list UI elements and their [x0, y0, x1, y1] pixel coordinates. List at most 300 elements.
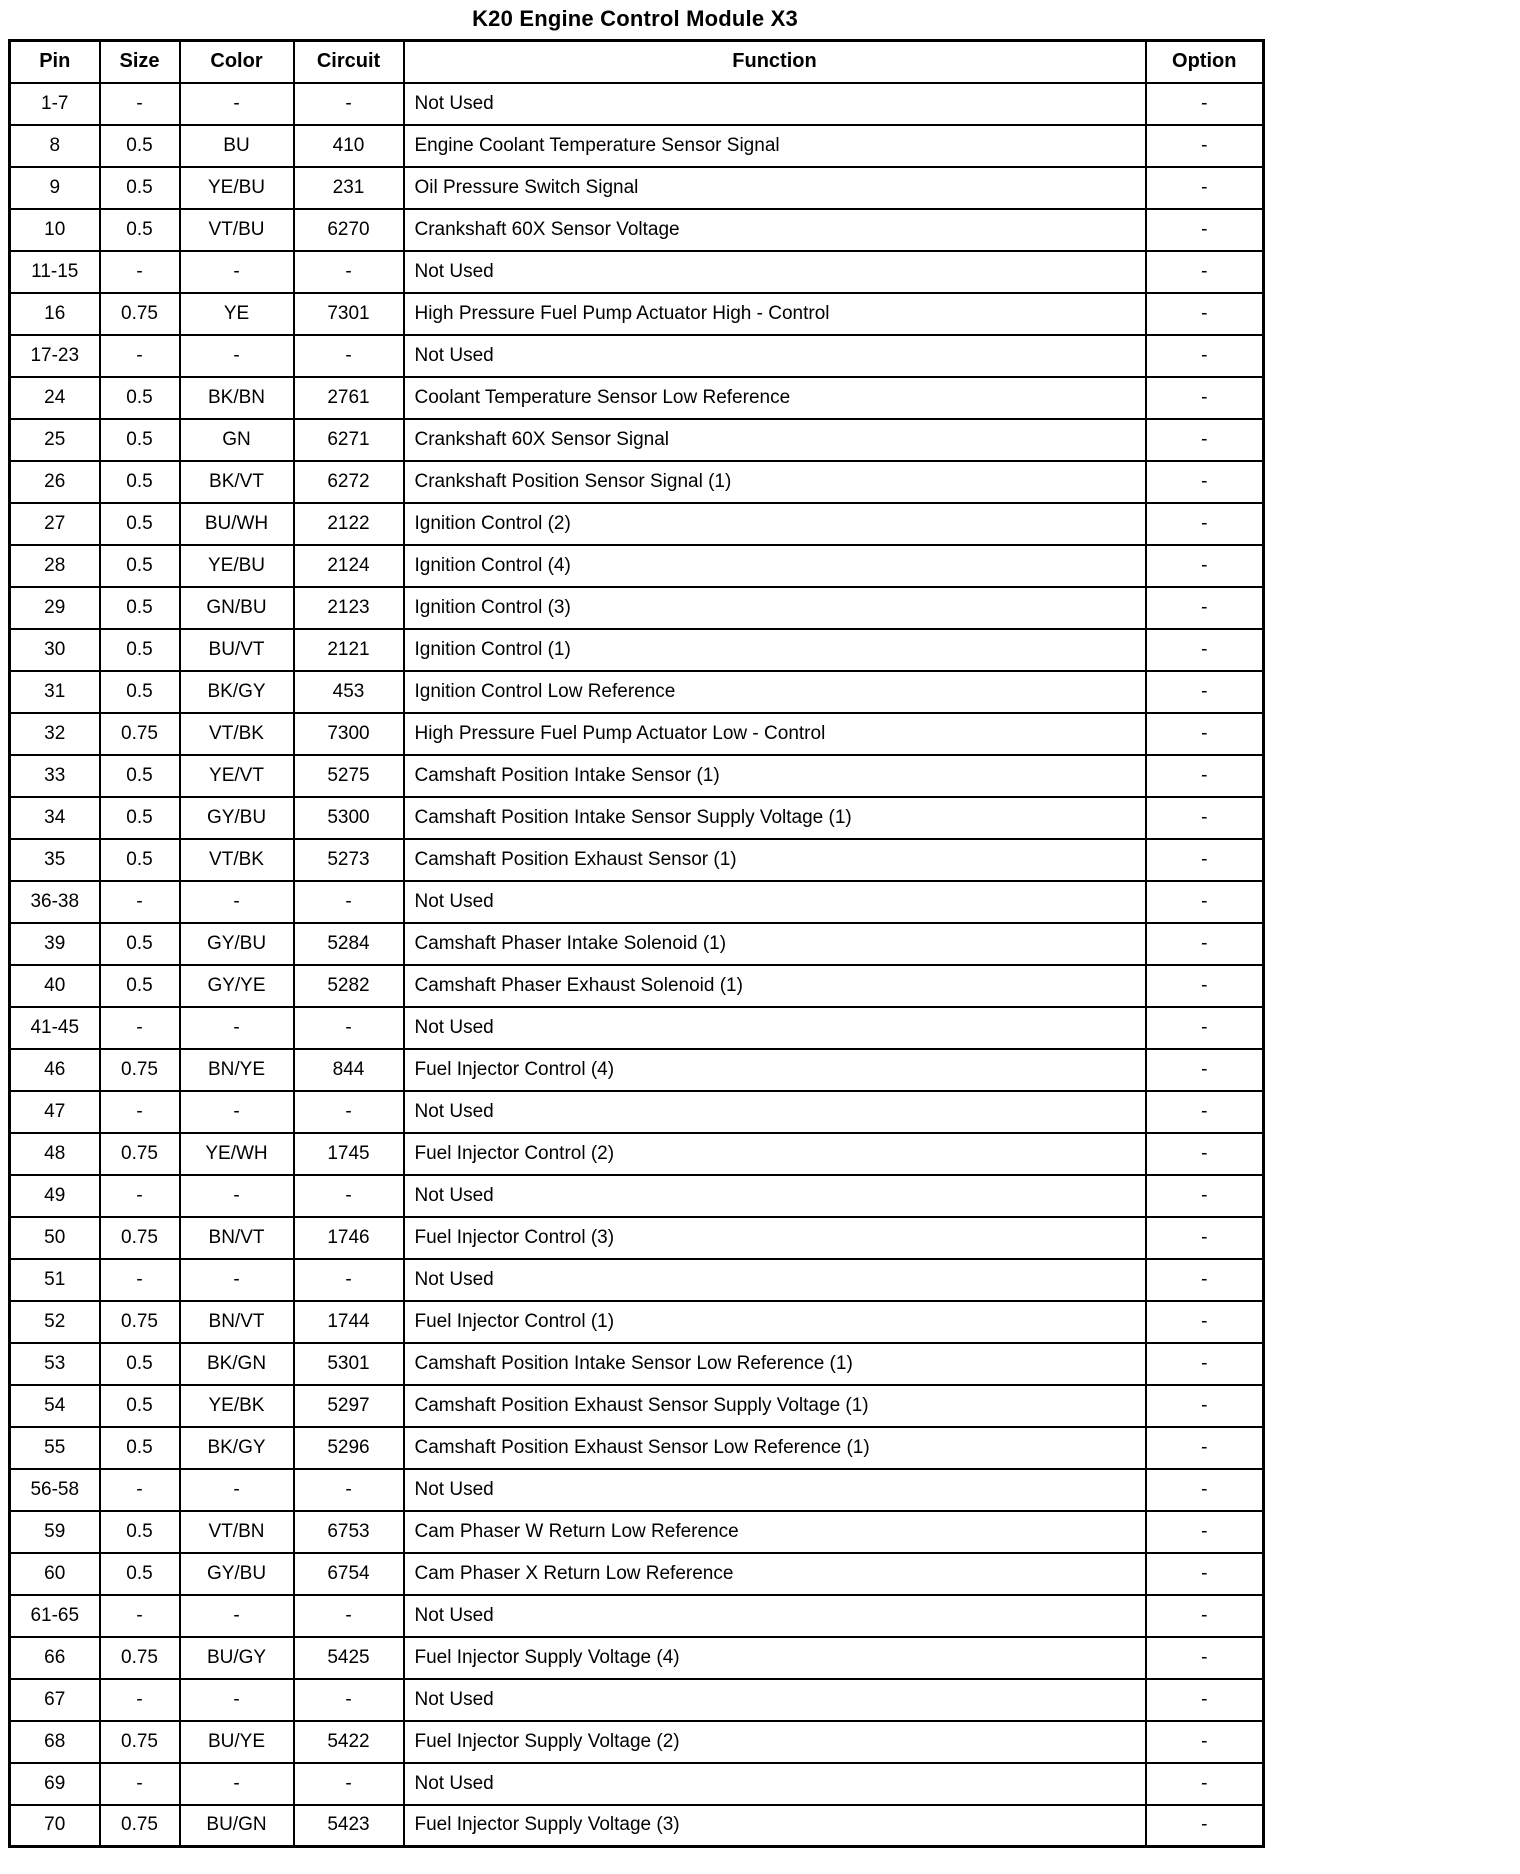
table-cell: Fuel Injector Supply Voltage (2) [404, 1721, 1146, 1763]
table-cell: Ignition Control Low Reference [404, 671, 1146, 713]
table-cell: Not Used [404, 881, 1146, 923]
table-row [10, 1049, 1264, 1091]
column-header-color: Color [180, 41, 294, 83]
table-row [10, 755, 1264, 797]
table-cell: - [1146, 251, 1264, 293]
table-cell: - [180, 1175, 294, 1217]
table-row [10, 965, 1264, 1007]
table-row [10, 1091, 1264, 1133]
table-cell: 0.75 [100, 1133, 180, 1175]
table-cell: 35 [10, 839, 100, 881]
table-cell: 0.5 [100, 671, 180, 713]
table-cell: - [100, 1595, 180, 1637]
table-row [10, 167, 1264, 209]
table-cell: 5423 [294, 1805, 404, 1847]
table-cell: - [180, 251, 294, 293]
table-cell: - [180, 1763, 294, 1805]
table-row [10, 1427, 1264, 1469]
table-cell: 33 [10, 755, 100, 797]
table-row [10, 1679, 1264, 1721]
table-cell: BN/YE [180, 1049, 294, 1091]
table-cell: - [1146, 1217, 1264, 1259]
table-row [10, 335, 1264, 377]
table-cell: - [1146, 1637, 1264, 1679]
table-cell: 31 [10, 671, 100, 713]
table-cell: 0.5 [100, 587, 180, 629]
table-cell: Ignition Control (2) [404, 503, 1146, 545]
table-cell: 1746 [294, 1217, 404, 1259]
table-cell: 0.5 [100, 797, 180, 839]
table-cell: Camshaft Position Exhaust Sensor Low Reference (1) [404, 1427, 1146, 1469]
table-cell: 5300 [294, 797, 404, 839]
table-cell: 67 [10, 1679, 100, 1721]
table-cell: 0.5 [100, 125, 180, 167]
table-cell: Not Used [404, 83, 1146, 125]
table-cell: 0.5 [100, 1427, 180, 1469]
table-cell: 24 [10, 377, 100, 419]
table-row [10, 881, 1264, 923]
table-cell: - [1146, 83, 1264, 125]
table-cell: 1-7 [10, 83, 100, 125]
page-title: K20 Engine Control Module X3 [472, 6, 798, 31]
table-cell: Cam Phaser W Return Low Reference [404, 1511, 1146, 1553]
table-cell: Camshaft Position Exhaust Sensor Supply Voltage (1) [404, 1385, 1146, 1427]
table-cell: 2123 [294, 587, 404, 629]
table-cell: - [294, 1679, 404, 1721]
table-cell: 46 [10, 1049, 100, 1091]
table-cell: GY/BU [180, 923, 294, 965]
table-cell: 9 [10, 167, 100, 209]
table-cell: - [100, 251, 180, 293]
table-cell: Camshaft Position Intake Sensor (1) [404, 755, 1146, 797]
table-cell: - [100, 1679, 180, 1721]
table-cell: 0.5 [100, 923, 180, 965]
table-cell: 0.5 [100, 1553, 180, 1595]
table-row [10, 713, 1264, 755]
table-cell: - [1146, 125, 1264, 167]
table-cell: 69 [10, 1763, 100, 1805]
table-cell: 5422 [294, 1721, 404, 1763]
table-row [10, 839, 1264, 881]
table-cell: - [1146, 1133, 1264, 1175]
table-cell: Not Used [404, 1679, 1146, 1721]
table-cell: 36-38 [10, 881, 100, 923]
table-row [10, 1595, 1264, 1637]
table-cell: - [100, 1175, 180, 1217]
table-cell: - [100, 83, 180, 125]
table-cell: - [1146, 587, 1264, 629]
table-cell: - [1146, 1175, 1264, 1217]
table-cell: - [1146, 1007, 1264, 1049]
table-cell: Ignition Control (4) [404, 545, 1146, 587]
table-cell: Crankshaft 60X Sensor Voltage [404, 209, 1146, 251]
table-cell: BK/VT [180, 461, 294, 503]
table-cell: Not Used [404, 1469, 1146, 1511]
table-cell: - [1146, 1595, 1264, 1637]
table-cell: 5301 [294, 1343, 404, 1385]
table-row [10, 1637, 1264, 1679]
table-row [10, 1805, 1264, 1847]
table-cell: 5273 [294, 839, 404, 881]
table-cell: YE/BU [180, 167, 294, 209]
table-cell: 51 [10, 1259, 100, 1301]
table-cell: - [180, 1679, 294, 1721]
column-header-size: Size [100, 41, 180, 83]
table-cell: 0.75 [100, 1301, 180, 1343]
table-row [10, 923, 1264, 965]
table-cell: 59 [10, 1511, 100, 1553]
table-cell: 5282 [294, 965, 404, 1007]
table-cell: YE/BK [180, 1385, 294, 1427]
table-row [10, 1133, 1264, 1175]
table-cell: - [1146, 965, 1264, 1007]
table-cell: - [1146, 1553, 1264, 1595]
table-cell: VT/BU [180, 209, 294, 251]
table-cell: 5425 [294, 1637, 404, 1679]
table-cell: - [1146, 713, 1264, 755]
table-cell: 6754 [294, 1553, 404, 1595]
pinout-table [8, 39, 1265, 1848]
table-row [10, 1175, 1264, 1217]
table-row [10, 587, 1264, 629]
table-cell: BK/GY [180, 671, 294, 713]
table-row [10, 503, 1264, 545]
pinout-table-body [10, 83, 1264, 1847]
table-cell: - [1146, 839, 1264, 881]
table-cell: High Pressure Fuel Pump Actuator High - Control [404, 293, 1146, 335]
table-row [10, 251, 1264, 293]
table-cell: 52 [10, 1301, 100, 1343]
table-cell: - [294, 83, 404, 125]
table-cell: Fuel Injector Control (1) [404, 1301, 1146, 1343]
table-cell: Camshaft Phaser Exhaust Solenoid (1) [404, 965, 1146, 1007]
table-cell: Ignition Control (1) [404, 629, 1146, 671]
table-cell: 29 [10, 587, 100, 629]
table-cell: 32 [10, 713, 100, 755]
table-cell: 0.5 [100, 965, 180, 1007]
table-cell: Camshaft Position Intake Sensor Low Reference (1) [404, 1343, 1146, 1385]
table-cell: - [1146, 209, 1264, 251]
table-cell: GY/YE [180, 965, 294, 1007]
table-cell: - [180, 1469, 294, 1511]
table-row [10, 1217, 1264, 1259]
table-row [10, 1469, 1264, 1511]
table-cell: Not Used [404, 1175, 1146, 1217]
table-cell: 6272 [294, 461, 404, 503]
table-row [10, 83, 1264, 125]
table-cell: - [100, 1007, 180, 1049]
table-cell: Not Used [404, 1763, 1146, 1805]
table-cell: - [1146, 335, 1264, 377]
table-cell: BU/YE [180, 1721, 294, 1763]
table-row [10, 545, 1264, 587]
table-row [10, 293, 1264, 335]
table-cell: Not Used [404, 251, 1146, 293]
column-header-circuit: Circuit [294, 41, 404, 83]
table-cell: 16 [10, 293, 100, 335]
table-cell: Crankshaft Position Sensor Signal (1) [404, 461, 1146, 503]
table-cell: 0.75 [100, 1721, 180, 1763]
table-cell: - [180, 335, 294, 377]
table-cell: - [1146, 1385, 1264, 1427]
table-cell: 6271 [294, 419, 404, 461]
table-cell: - [180, 1595, 294, 1637]
table-cell: - [1146, 797, 1264, 839]
table-cell: YE/BU [180, 545, 294, 587]
table-row [10, 1259, 1264, 1301]
table-row [10, 419, 1264, 461]
table-cell: - [294, 1763, 404, 1805]
table-cell: Fuel Injector Control (2) [404, 1133, 1146, 1175]
table-cell: - [180, 83, 294, 125]
table-cell: 47 [10, 1091, 100, 1133]
table-cell: Cam Phaser X Return Low Reference [404, 1553, 1146, 1595]
table-cell: - [294, 335, 404, 377]
table-cell: - [1146, 1343, 1264, 1385]
table-cell: BK/GY [180, 1427, 294, 1469]
table-row [10, 671, 1264, 713]
table-cell: GN/BU [180, 587, 294, 629]
table-cell: Fuel Injector Control (3) [404, 1217, 1146, 1259]
table-cell: VT/BK [180, 839, 294, 881]
table-cell: BK/BN [180, 377, 294, 419]
table-cell: - [294, 1091, 404, 1133]
column-header-pin: Pin [10, 41, 100, 83]
table-row [10, 1343, 1264, 1385]
column-header-function: Function [404, 41, 1146, 83]
table-cell: Not Used [404, 1007, 1146, 1049]
table-cell: BN/VT [180, 1301, 294, 1343]
table-cell: VT/BK [180, 713, 294, 755]
table-row [10, 1511, 1264, 1553]
table-cell: BK/GN [180, 1343, 294, 1385]
table-cell: - [1146, 1469, 1264, 1511]
table-cell: 11-15 [10, 251, 100, 293]
table-cell: - [1146, 167, 1264, 209]
table-cell: Not Used [404, 1091, 1146, 1133]
table-cell: - [294, 251, 404, 293]
table-cell: - [294, 1175, 404, 1217]
table-cell: 7300 [294, 713, 404, 755]
table-row [10, 629, 1264, 671]
table-cell: 8 [10, 125, 100, 167]
table-cell: 61-65 [10, 1595, 100, 1637]
table-cell: - [1146, 671, 1264, 713]
table-cell: Fuel Injector Supply Voltage (4) [404, 1637, 1146, 1679]
table-row [10, 125, 1264, 167]
table-cell: 0.75 [100, 1049, 180, 1091]
table-cell: 30 [10, 629, 100, 671]
table-cell: 7301 [294, 293, 404, 335]
table-cell: - [294, 1007, 404, 1049]
table-cell: Fuel Injector Supply Voltage (3) [404, 1805, 1146, 1847]
table-cell: 5275 [294, 755, 404, 797]
table-cell: 0.5 [100, 461, 180, 503]
table-cell: 5297 [294, 1385, 404, 1427]
table-cell: BN/VT [180, 1217, 294, 1259]
table-cell: - [1146, 923, 1264, 965]
table-cell: - [100, 881, 180, 923]
table-row [10, 1301, 1264, 1343]
table-cell: 0.5 [100, 1343, 180, 1385]
table-cell: - [1146, 1301, 1264, 1343]
table-cell: 0.75 [100, 293, 180, 335]
table-cell: BU/GY [180, 1637, 294, 1679]
table-cell: 410 [294, 125, 404, 167]
table-cell: - [1146, 755, 1264, 797]
table-cell: High Pressure Fuel Pump Actuator Low - Control [404, 713, 1146, 755]
table-cell: 40 [10, 965, 100, 1007]
table-cell: 0.5 [100, 755, 180, 797]
table-cell: Oil Pressure Switch Signal [404, 167, 1146, 209]
table-row [10, 1385, 1264, 1427]
table-cell: 6270 [294, 209, 404, 251]
table-cell: Not Used [404, 335, 1146, 377]
table-cell: 0.5 [100, 629, 180, 671]
table-cell: 2122 [294, 503, 404, 545]
table-cell: BU [180, 125, 294, 167]
table-cell: - [100, 335, 180, 377]
table-cell: 0.5 [100, 1511, 180, 1553]
table-cell: - [1146, 1763, 1264, 1805]
table-cell: - [1146, 1721, 1264, 1763]
table-cell: Not Used [404, 1595, 1146, 1637]
table-cell: - [180, 881, 294, 923]
table-cell: 34 [10, 797, 100, 839]
table-cell: - [1146, 1259, 1264, 1301]
table-cell: 26 [10, 461, 100, 503]
table-cell: - [1146, 1679, 1264, 1721]
table-cell: YE/WH [180, 1133, 294, 1175]
table-cell: - [1146, 503, 1264, 545]
table-cell: 5296 [294, 1427, 404, 1469]
table-cell: 0.75 [100, 1217, 180, 1259]
table-cell: 0.5 [100, 209, 180, 251]
table-cell: 50 [10, 1217, 100, 1259]
table-cell: 0.5 [100, 377, 180, 419]
table-cell: - [294, 881, 404, 923]
table-cell: 453 [294, 671, 404, 713]
table-cell: GY/BU [180, 797, 294, 839]
table-cell: 53 [10, 1343, 100, 1385]
table-row [10, 1553, 1264, 1595]
table-cell: 66 [10, 1637, 100, 1679]
table-cell: BU/GN [180, 1805, 294, 1847]
table-cell: YE/VT [180, 755, 294, 797]
table-cell: 5284 [294, 923, 404, 965]
table-cell: 68 [10, 1721, 100, 1763]
table-cell: - [1146, 1049, 1264, 1091]
table-cell: YE [180, 293, 294, 335]
table-cell: - [100, 1091, 180, 1133]
table-cell: VT/BN [180, 1511, 294, 1553]
table-cell: - [180, 1091, 294, 1133]
table-cell: 70 [10, 1805, 100, 1847]
table-row [10, 797, 1264, 839]
table-cell: - [1146, 377, 1264, 419]
table-row [10, 1007, 1264, 1049]
table-cell: - [1146, 629, 1264, 671]
table-cell: 41-45 [10, 1007, 100, 1049]
table-cell: 0.75 [100, 1805, 180, 1847]
table-row [10, 377, 1264, 419]
table-cell: 0.75 [100, 713, 180, 755]
table-cell: 28 [10, 545, 100, 587]
table-cell: - [1146, 881, 1264, 923]
table-row [10, 209, 1264, 251]
table-cell: 2761 [294, 377, 404, 419]
table-cell: - [1146, 545, 1264, 587]
table-cell: Not Used [404, 1259, 1146, 1301]
table-cell: 39 [10, 923, 100, 965]
table-cell: 844 [294, 1049, 404, 1091]
table-cell: 49 [10, 1175, 100, 1217]
table-cell: 25 [10, 419, 100, 461]
table-row [10, 1763, 1264, 1805]
table-cell: 1745 [294, 1133, 404, 1175]
table-cell: - [1146, 1427, 1264, 1469]
table-cell: 0.5 [100, 839, 180, 881]
table-cell: - [294, 1595, 404, 1637]
table-cell: - [100, 1763, 180, 1805]
table-cell: Camshaft Position Intake Sensor Supply Voltage (1) [404, 797, 1146, 839]
table-cell: 0.5 [100, 545, 180, 587]
table-cell: 10 [10, 209, 100, 251]
table-cell: Fuel Injector Control (4) [404, 1049, 1146, 1091]
table-cell: 27 [10, 503, 100, 545]
table-cell: 231 [294, 167, 404, 209]
table-cell: - [1146, 1511, 1264, 1553]
table-cell: Crankshaft 60X Sensor Signal [404, 419, 1146, 461]
table-cell: - [100, 1259, 180, 1301]
table-cell: 0.75 [100, 1637, 180, 1679]
table-cell: 0.5 [100, 503, 180, 545]
table-cell: Engine Coolant Temperature Sensor Signal [404, 125, 1146, 167]
table-cell: 56-58 [10, 1469, 100, 1511]
table-cell: - [1146, 419, 1264, 461]
table-cell: - [180, 1007, 294, 1049]
table-cell: Coolant Temperature Sensor Low Reference [404, 377, 1146, 419]
table-cell: 17-23 [10, 335, 100, 377]
table-cell: 0.5 [100, 1385, 180, 1427]
table-cell: - [1146, 461, 1264, 503]
table-cell: 6753 [294, 1511, 404, 1553]
table-cell: 48 [10, 1133, 100, 1175]
table-cell: 2124 [294, 545, 404, 587]
table-cell: 1744 [294, 1301, 404, 1343]
table-cell: 0.5 [100, 167, 180, 209]
table-header-row [10, 41, 1264, 83]
table-cell: 60 [10, 1553, 100, 1595]
table-cell: BU/WH [180, 503, 294, 545]
table-cell: - [294, 1469, 404, 1511]
table-cell: - [1146, 293, 1264, 335]
table-cell: Camshaft Position Exhaust Sensor (1) [404, 839, 1146, 881]
table-row [10, 1721, 1264, 1763]
table-cell: - [100, 1469, 180, 1511]
table-cell: 0.5 [100, 419, 180, 461]
column-header-option: Option [1146, 41, 1264, 83]
table-cell: - [294, 1259, 404, 1301]
table-cell: - [1146, 1805, 1264, 1847]
table-cell: GN [180, 419, 294, 461]
table-cell: BU/VT [180, 629, 294, 671]
table-cell: 55 [10, 1427, 100, 1469]
table-cell: 54 [10, 1385, 100, 1427]
table-cell: - [180, 1259, 294, 1301]
table-row [10, 461, 1264, 503]
table-cell: 2121 [294, 629, 404, 671]
